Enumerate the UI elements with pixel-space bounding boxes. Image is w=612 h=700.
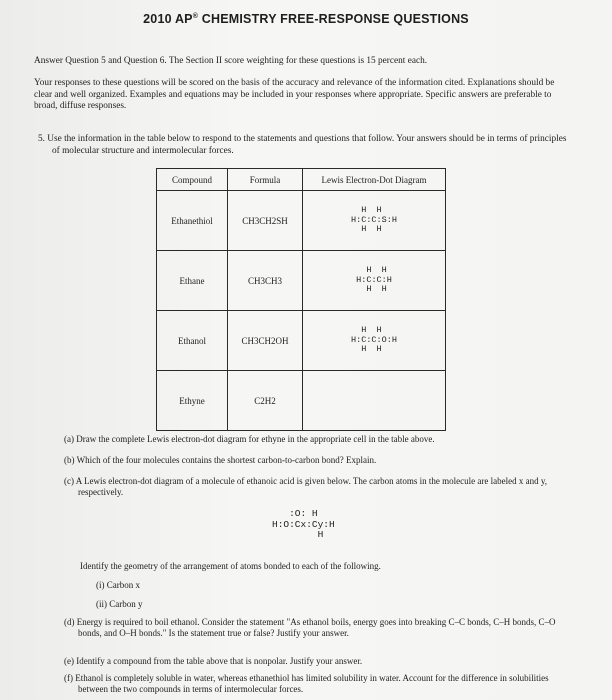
compound-formula: CH3CH2OH bbox=[228, 311, 303, 371]
table-row bbox=[157, 371, 446, 431]
lewis-cell-empty[interactable] bbox=[303, 371, 446, 431]
compound-name: Ethanethiol bbox=[157, 191, 228, 251]
identify-geometry: Identify the geometry of the arrangement of atoms bonded to each of the following. bbox=[80, 561, 381, 571]
lewis-diagram: H H H:C:C:H H H bbox=[356, 265, 392, 295]
registered-mark: ® bbox=[192, 12, 199, 20]
lewis-cell bbox=[303, 311, 446, 371]
part-b: (b) Which of the four molecules contains the shortest carbon-to-carbon bond? Explain. bbox=[64, 455, 377, 465]
lewis-cell bbox=[303, 191, 446, 251]
page-title bbox=[0, 12, 612, 26]
part-c-i: (i) Carbon x bbox=[96, 580, 140, 590]
compound-name: Ethyne bbox=[157, 371, 228, 431]
ethanoic-acid-diagram: :O: H H:O:Cx:Cy:H H bbox=[272, 508, 335, 540]
lewis-diagram: H H H:C:C:S:H H H bbox=[351, 205, 397, 235]
lewis-diagram: H H H:C:C:O:H H H bbox=[351, 325, 397, 355]
header-compound: Compound bbox=[157, 169, 228, 191]
intro-scoring: Your responses to these questions will be scored on the basis of the accuracy and relevance of the information cited. Explanations should be clear and well organized. Examples and equations may be included in your responses where appropriate. Specific answers are preferable to broad, diffuse responses. bbox=[34, 78, 555, 111]
part-e: (e) Identify a compound from the table above that is nonpolar. Justify your answer. bbox=[64, 656, 363, 666]
compound-formula: CH3CH2SH bbox=[228, 191, 303, 251]
part-d: (d) Energy is required to boil ethanol. Consider the statement "As ethanol boils, energy goes into breaking C–C bonds, C–H bonds, C–O bonds, and O–H bonds." Is the statement true or false? Justify your answer. bbox=[64, 617, 556, 638]
table-row bbox=[157, 191, 446, 251]
title-prefix: 2010 AP bbox=[143, 12, 193, 26]
part-c: (c) A Lewis electron-dot diagram of a molecule of ethanoic acid is given below. The carbon atoms in the molecule are labeled x and y, respectively. bbox=[64, 476, 547, 497]
header-lewis: Lewis Electron-Dot Diagram bbox=[303, 169, 446, 191]
intro-instructions: Answer Question 5 and Question 6. The Section II score weighting for these questions is 15 percent each. bbox=[34, 56, 428, 66]
header-formula: Formula bbox=[228, 169, 303, 191]
compound-name: Ethane bbox=[157, 251, 228, 311]
lewis-cell bbox=[303, 251, 446, 311]
part-c-ii: (ii) Carbon y bbox=[96, 599, 143, 609]
compound-formula: C2H2 bbox=[228, 371, 303, 431]
table-header-row bbox=[157, 169, 446, 191]
compound-name: Ethanol bbox=[157, 311, 228, 371]
table-row bbox=[157, 251, 446, 311]
title-suffix: CHEMISTRY FREE-RESPONSE QUESTIONS bbox=[201, 12, 469, 26]
compound-formula: CH3CH3 bbox=[228, 251, 303, 311]
compound-table bbox=[156, 168, 446, 431]
part-f: (f) Ethanol is completely soluble in water, whereas ethanethiol has limited solubility in water. Account for the difference in solubilities between the two compounds in terms of intermolecular forces. bbox=[64, 673, 549, 694]
part-a: (a) Draw the complete Lewis electron-dot diagram for ethyne in the appropriate cell in the table above. bbox=[64, 434, 435, 444]
table-row bbox=[157, 311, 446, 371]
question-5-prompt: 5. Use the information in the table below to respond to the statements and questions that follow. Your answers should be in terms of principles of molecular structure and intermolecular forces. bbox=[38, 134, 567, 156]
